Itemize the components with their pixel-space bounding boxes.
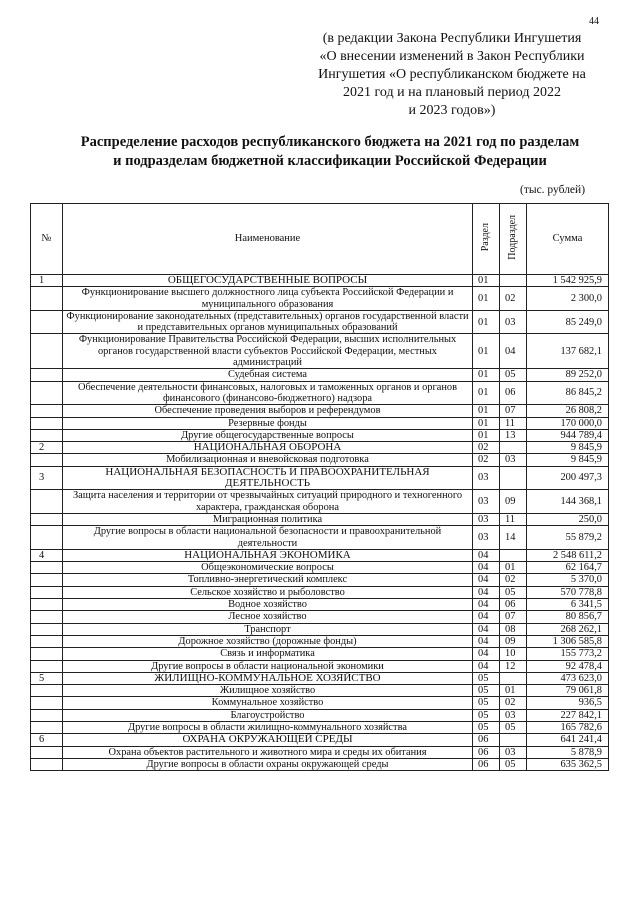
row-sum: 79 061,8 [527, 685, 609, 697]
row-podrazdel: 13 [500, 429, 527, 441]
row-num [31, 611, 63, 623]
row-num [31, 381, 63, 405]
row-num [31, 586, 63, 598]
row-sum: 268 262,1 [527, 623, 609, 635]
row-sum: 9 845,9 [527, 442, 609, 454]
row-razdel: 03 [473, 466, 500, 490]
table-header-row [31, 204, 609, 275]
row-razdel: 05 [473, 685, 500, 697]
redaction-line: и 2023 годов») [408, 103, 496, 118]
row-sum: 26 808,2 [527, 405, 609, 417]
row-podrazdel: 05 [500, 721, 527, 733]
row-sum: 6 341,5 [527, 599, 609, 611]
row-num [31, 758, 63, 770]
row-sum: 1 306 585,8 [527, 635, 609, 647]
row-razdel: 01 [473, 405, 500, 417]
row-razdel: 04 [473, 635, 500, 647]
row-num [31, 574, 63, 586]
row-podrazdel: 11 [500, 513, 527, 525]
header-razdel [473, 204, 500, 275]
table-row [31, 758, 609, 770]
row-num [31, 697, 63, 709]
row-podrazdel: 01 [500, 562, 527, 574]
row-num [31, 623, 63, 635]
row-num: 5 [31, 672, 63, 684]
header-podrazdel [500, 204, 527, 275]
row-podrazdel: 03 [500, 746, 527, 758]
row-sum: 641 241,4 [527, 734, 609, 746]
row-name: Другие общегосударственные вопросы [63, 429, 473, 441]
row-num [31, 648, 63, 660]
row-name: Другие вопросы в области национальной экономики [63, 660, 473, 672]
row-num [31, 405, 63, 417]
table-row [31, 549, 609, 561]
redaction-line: 2021 год и на плановый период 2022 [343, 85, 561, 100]
row-name: Охрана объектов растительного и животного мира и среды их обитания [63, 746, 473, 758]
row-name: Топливно-энергетический комплекс [63, 574, 473, 586]
row-name: Судебная система [63, 369, 473, 381]
table-row [31, 635, 609, 647]
row-name: Функционирование законодательных (представительных) органов государственной власти и представительных органов муниципальных образований [63, 310, 473, 334]
row-name: Миграционная политика [63, 513, 473, 525]
row-podrazdel: 05 [500, 586, 527, 598]
row-razdel: 04 [473, 660, 500, 672]
row-podrazdel: 06 [500, 381, 527, 405]
row-podrazdel: 02 [500, 287, 527, 311]
row-sum: 80 856,7 [527, 611, 609, 623]
row-name: Коммунальное хозяйство [63, 697, 473, 709]
row-num: 1 [31, 275, 63, 287]
table-row [31, 275, 609, 287]
redaction-note [292, 30, 612, 120]
row-razdel: 01 [473, 334, 500, 369]
row-podrazdel: 09 [500, 635, 527, 647]
row-name: ОБЩЕГОСУДАРСТВЕННЫЕ ВОПРОСЫ [63, 275, 473, 287]
table-row [31, 685, 609, 697]
row-razdel: 01 [473, 275, 500, 287]
row-podrazdel: 12 [500, 660, 527, 672]
budget-table [30, 203, 609, 771]
row-podrazdel: 03 [500, 709, 527, 721]
row-name: Обеспечение проведения выборов и референдумов [63, 405, 473, 417]
header-num: № [31, 204, 63, 275]
row-podrazdel: 06 [500, 599, 527, 611]
title-line: и подразделам бюджетной классификации Российской Федерации [113, 153, 547, 169]
row-num [31, 334, 63, 369]
row-num [31, 721, 63, 733]
table-row [31, 586, 609, 598]
table-row [31, 611, 609, 623]
header-razdel-label: Раздел [480, 223, 492, 252]
row-razdel: 01 [473, 310, 500, 334]
row-razdel: 03 [473, 513, 500, 525]
row-podrazdel: 09 [500, 490, 527, 514]
table-row [31, 454, 609, 466]
row-razdel: 01 [473, 429, 500, 441]
row-name: Транспорт [63, 623, 473, 635]
row-num [31, 454, 63, 466]
row-name: НАЦИОНАЛЬНАЯ ОБОРОНА [63, 442, 473, 454]
row-name: Сельское хозяйство и рыболовство [63, 586, 473, 598]
row-name: ОХРАНА ОКРУЖАЮЩЕЙ СРЕДЫ [63, 734, 473, 746]
row-sum: 55 879,2 [527, 526, 609, 550]
row-num [31, 490, 63, 514]
row-podrazdel: 05 [500, 758, 527, 770]
row-sum: 170 000,0 [527, 417, 609, 429]
row-razdel: 03 [473, 526, 500, 550]
row-razdel: 06 [473, 746, 500, 758]
row-razdel: 05 [473, 672, 500, 684]
row-sum: 89 252,0 [527, 369, 609, 381]
row-razdel: 04 [473, 574, 500, 586]
row-num: 6 [31, 734, 63, 746]
row-razdel: 02 [473, 454, 500, 466]
row-num [31, 310, 63, 334]
row-name: ЖИЛИЩНО-КОММУНАЛЬНОЕ ХОЗЯЙСТВО [63, 672, 473, 684]
row-name: Обеспечение деятельности финансовых, налоговых и таможенных органов и органов финансового (финансово-бюджетного) надзора [63, 381, 473, 405]
row-num [31, 709, 63, 721]
row-name: НАЦИОНАЛЬНАЯ ЭКОНОМИКА [63, 549, 473, 561]
row-name: НАЦИОНАЛЬНАЯ БЕЗОПАСНОСТЬ И ПРАВООХРАНИТЕЛЬНАЯ ДЕЯТЕЛЬНОСТЬ [63, 466, 473, 490]
table-row [31, 648, 609, 660]
row-razdel: 01 [473, 417, 500, 429]
row-razdel: 06 [473, 758, 500, 770]
row-podrazdel: 05 [500, 369, 527, 381]
page-number: 44 [589, 16, 599, 27]
redaction-line: «О внесении изменений в Закон Республики [319, 49, 585, 64]
row-num [31, 746, 63, 758]
row-razdel: 05 [473, 721, 500, 733]
row-sum: 227 842,1 [527, 709, 609, 721]
row-podrazdel: 02 [500, 574, 527, 586]
table-row [31, 513, 609, 525]
row-razdel: 05 [473, 709, 500, 721]
row-sum: 473 623,0 [527, 672, 609, 684]
row-name: Водное хозяйство [63, 599, 473, 611]
row-podrazdel [500, 275, 527, 287]
row-num: 3 [31, 466, 63, 490]
row-sum: 5 878,9 [527, 746, 609, 758]
table-row [31, 574, 609, 586]
row-razdel: 01 [473, 381, 500, 405]
row-name: Общеэкономические вопросы [63, 562, 473, 574]
row-sum: 62 164,7 [527, 562, 609, 574]
title-line: Распределение расходов республиканского бюджета на 2021 год по разделам [80, 134, 580, 150]
row-num [31, 287, 63, 311]
table-row [31, 381, 609, 405]
table-row [31, 746, 609, 758]
row-razdel: 04 [473, 611, 500, 623]
row-sum: 155 773,2 [527, 648, 609, 660]
row-num: 2 [31, 442, 63, 454]
row-name: Функционирование Правительства Российской Федерации, высших исполнительных органов государственной власти субъектов Российской Федерации, местных администраций [63, 334, 473, 369]
document-title [40, 133, 620, 171]
row-podrazdel: 07 [500, 611, 527, 623]
header-sum: Сумма [527, 204, 609, 275]
row-podrazdel [500, 442, 527, 454]
row-name: Функционирование высшего должностного лица субъекта Российской Федерации и муниципального образования [63, 287, 473, 311]
row-podrazdel: 07 [500, 405, 527, 417]
row-name: Резервные фонды [63, 417, 473, 429]
row-razdel: 01 [473, 287, 500, 311]
table-row [31, 287, 609, 311]
row-podrazdel [500, 549, 527, 561]
table-row [31, 369, 609, 381]
table-row [31, 709, 609, 721]
row-razdel: 06 [473, 734, 500, 746]
row-sum: 144 368,1 [527, 490, 609, 514]
header-podrazdel-label: Подраздел [507, 214, 519, 260]
row-num [31, 369, 63, 381]
redaction-line: (в редакции Закона Республики Ингушетия [322, 31, 582, 46]
row-sum: 570 778,8 [527, 586, 609, 598]
row-podrazdel: 10 [500, 648, 527, 660]
row-razdel: 04 [473, 549, 500, 561]
units-label: (тыс. рублей) [520, 184, 586, 196]
row-podrazdel [500, 734, 527, 746]
row-name: Жилищное хозяйство [63, 685, 473, 697]
row-name: Дорожное хозяйство (дорожные фонды) [63, 635, 473, 647]
row-name: Другие вопросы в области жилищно-коммунального хозяйства [63, 721, 473, 733]
row-name: Благоустройство [63, 709, 473, 721]
row-podrazdel: 02 [500, 697, 527, 709]
row-sum: 1 542 925,9 [527, 275, 609, 287]
row-sum: 250,0 [527, 513, 609, 525]
table-row [31, 599, 609, 611]
row-razdel: 02 [473, 442, 500, 454]
row-podrazdel [500, 672, 527, 684]
header-name: Наименование [63, 204, 473, 275]
row-razdel: 01 [473, 369, 500, 381]
table-row [31, 466, 609, 490]
row-sum: 944 789,4 [527, 429, 609, 441]
row-sum: 9 845,9 [527, 454, 609, 466]
row-podrazdel: 04 [500, 334, 527, 369]
row-podrazdel: 03 [500, 454, 527, 466]
row-podrazdel [500, 466, 527, 490]
table-row [31, 490, 609, 514]
row-podrazdel: 11 [500, 417, 527, 429]
table-row [31, 623, 609, 635]
row-sum: 137 682,1 [527, 334, 609, 369]
row-podrazdel: 03 [500, 310, 527, 334]
row-razdel: 04 [473, 562, 500, 574]
row-podrazdel: 08 [500, 623, 527, 635]
table-row [31, 417, 609, 429]
row-sum: 165 782,6 [527, 721, 609, 733]
row-podrazdel: 14 [500, 526, 527, 550]
row-sum: 5 370,0 [527, 574, 609, 586]
row-sum: 200 497,3 [527, 466, 609, 490]
row-podrazdel: 01 [500, 685, 527, 697]
row-razdel: 05 [473, 697, 500, 709]
table-row [31, 334, 609, 369]
row-num [31, 513, 63, 525]
row-num: 4 [31, 549, 63, 561]
row-num [31, 526, 63, 550]
row-name: Другие вопросы в области национальной безопасности и правоохранительной деятельности [63, 526, 473, 550]
row-sum: 86 845,2 [527, 381, 609, 405]
row-sum: 92 478,4 [527, 660, 609, 672]
row-name: Защита населения и территории от чрезвычайных ситуаций природного и техногенного характера, гражданская оборона [63, 490, 473, 514]
table-row [31, 721, 609, 733]
row-razdel: 03 [473, 490, 500, 514]
row-razdel: 04 [473, 586, 500, 598]
row-num [31, 417, 63, 429]
table-row [31, 310, 609, 334]
row-razdel: 04 [473, 623, 500, 635]
table-body [31, 275, 609, 771]
row-razdel: 04 [473, 599, 500, 611]
table-row [31, 442, 609, 454]
row-sum: 936,5 [527, 697, 609, 709]
table-row [31, 734, 609, 746]
row-razdel: 04 [473, 648, 500, 660]
row-sum: 2 548 611,2 [527, 549, 609, 561]
row-sum: 85 249,0 [527, 310, 609, 334]
row-sum: 635 362,5 [527, 758, 609, 770]
row-num [31, 562, 63, 574]
row-sum: 2 300,0 [527, 287, 609, 311]
row-name: Лесное хозяйство [63, 611, 473, 623]
redaction-line: Ингушетия «О республиканском бюджете на [318, 67, 586, 82]
row-num [31, 685, 63, 697]
row-name: Связь и информатика [63, 648, 473, 660]
table-row [31, 672, 609, 684]
row-num [31, 660, 63, 672]
table-row [31, 660, 609, 672]
row-num [31, 599, 63, 611]
table-row [31, 697, 609, 709]
table-row [31, 405, 609, 417]
table-row [31, 429, 609, 441]
row-name: Другие вопросы в области охраны окружающей среды [63, 758, 473, 770]
row-num [31, 635, 63, 647]
row-name: Мобилизационная и вневойсковая подготовка [63, 454, 473, 466]
table-row [31, 526, 609, 550]
table-row [31, 562, 609, 574]
row-num [31, 429, 63, 441]
